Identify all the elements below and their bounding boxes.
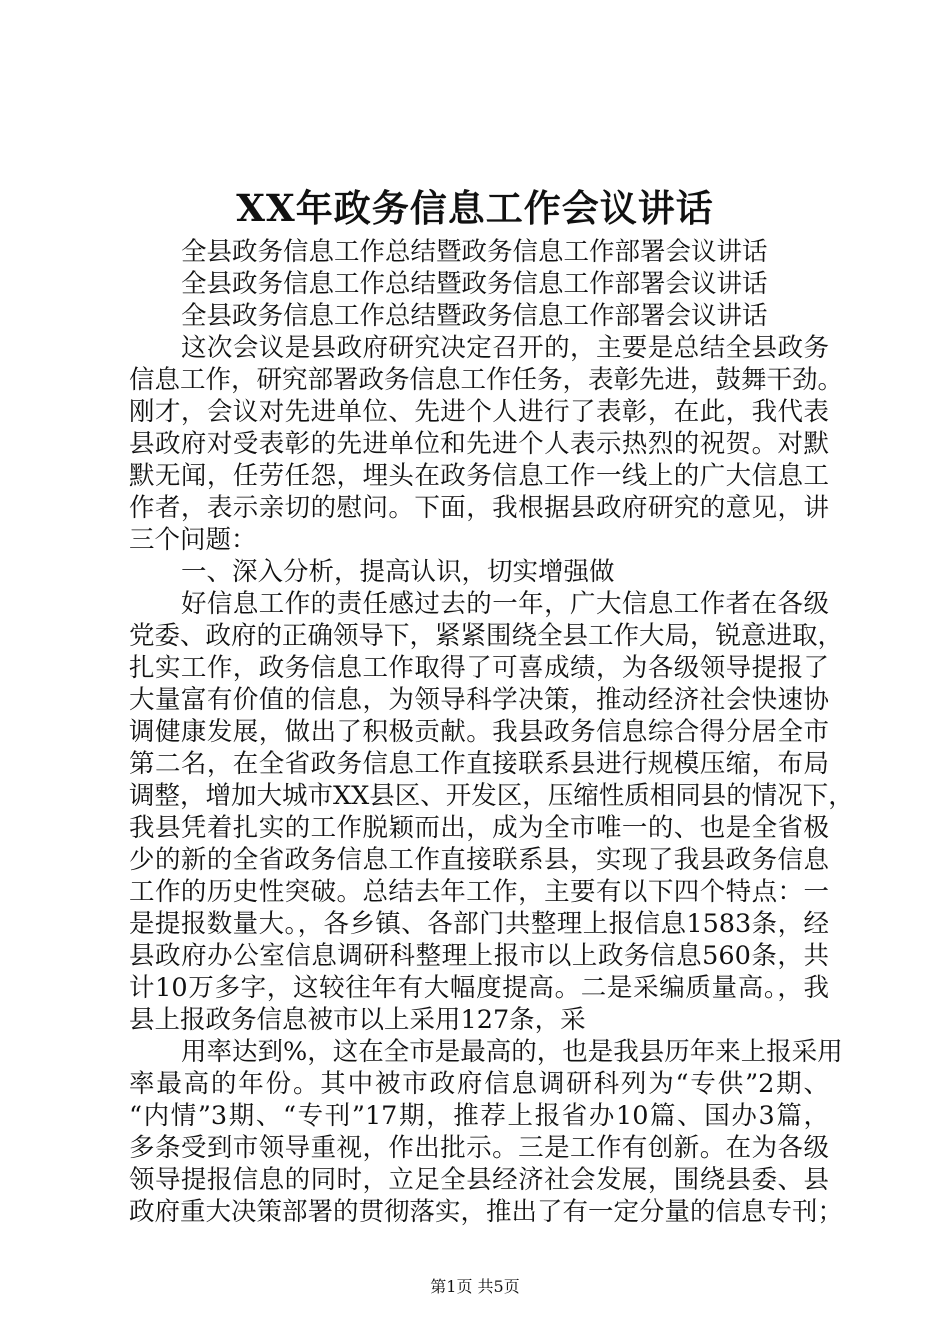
paragraph-line: 是提报数量大。，各乡镇、各部门共整理上报信息1583条，经	[129, 909, 829, 939]
paragraph-line: 作者，表示亲切的慰问。下面，我根据县政府研究的意见，讲	[129, 493, 829, 523]
paragraph-line: 刚才，会议对先进单位、先进个人进行了表彰，在此，我代表	[129, 397, 829, 427]
paragraph-line: 政府重大决策部署的贯彻落实，推出了有一定分量的信息专刊；	[129, 1197, 844, 1227]
paragraph-line: 多条受到市领导重视，作出批示。三是工作有创新。在为各级	[129, 1133, 829, 1163]
paragraph-line: 工作的历史性突破。总结去年工作，主要有以下四个特点：一	[129, 877, 829, 907]
page-number-footer: 第1页 共5页	[430, 1277, 520, 1296]
paragraph-line: 党委、政府的正确领导下，紧紧围绕全县工作大局，锐意进取，	[129, 621, 844, 651]
paragraph-line: 调整，增加大城市XX县区、开发区，压缩性质相同县的情况下，	[129, 781, 854, 811]
paragraph-line: 县政府办公室信息调研科整理上报市以上政务信息560条，共	[129, 941, 829, 971]
paragraph-line: 调健康发展，做出了积极贡献。我县政务信息综合得分居全市	[129, 717, 829, 747]
paragraph-line: 这次会议是县政府研究决定召开的，主要是总结全县政务	[181, 333, 829, 363]
paragraph-line: 我县凭着扎实的工作脱颖而出，成为全市唯一的、也是全省极	[129, 813, 829, 843]
paragraph-line: 第二名，在全省政务信息工作直接联系县进行规模压缩，布局	[129, 749, 829, 779]
paragraph-line: 信息工作，研究部署政务信息工作任务，表彰先进，鼓舞干劲。	[129, 365, 844, 395]
paragraph-line: 计10万多字，这较往年有大幅度提高。二是采编质量高。，我	[129, 973, 829, 1003]
paragraph-line: 用率达到%，这在全市是最高的，也是我县历年来上报采用	[181, 1037, 843, 1067]
paragraph-line: 大量富有价值的信息，为领导科学决策，推动经济社会快速协	[129, 685, 829, 715]
subtitle-line: 全县政务信息工作总结暨政务信息工作部署会议讲话	[181, 301, 768, 331]
paragraph-line: 领导提报信息的同时，立足全县经济社会发展，围绕县委、县	[129, 1165, 829, 1195]
document-body	[129, 236, 854, 1228]
section-heading: 一、深入分析，提高认识，切实增强做	[181, 557, 615, 587]
document-title: XX年政务信息工作会议讲话	[236, 186, 714, 230]
paragraph-line: 县政府对受表彰的先进单位和先进个人表示热烈的祝贺。对默	[129, 429, 829, 459]
paragraph-line: 扎实工作，政务信息工作取得了可喜成绩，为各级领导提报了	[129, 653, 829, 683]
paragraph-line: 率最高的年份。其中被市政府信息调研科列为“专供”2期、	[129, 1069, 829, 1099]
paragraph-line: 好信息工作的责任感过去的一年，广大信息工作者在各级	[181, 589, 829, 619]
subtitle-line: 全县政务信息工作总结暨政务信息工作部署会议讲话	[181, 269, 768, 299]
paragraph-line: 三个问题：	[129, 525, 257, 555]
paragraph-line: 默无闻，任劳任怨，埋头在政务信息工作一线上的广大信息工	[129, 461, 829, 491]
subtitle-line: 全县政务信息工作总结暨政务信息工作部署会议讲话	[181, 237, 768, 267]
paragraph-line: “内情”3期、“专刊”17期，推荐上报省办10篇、国办3篇，	[129, 1101, 829, 1131]
paragraph-line: 县上报政务信息被市以上采用127条，采	[129, 1005, 586, 1035]
paragraph-line: 少的新的全省政务信息工作直接联系县，实现了我县政务信息	[129, 845, 829, 875]
